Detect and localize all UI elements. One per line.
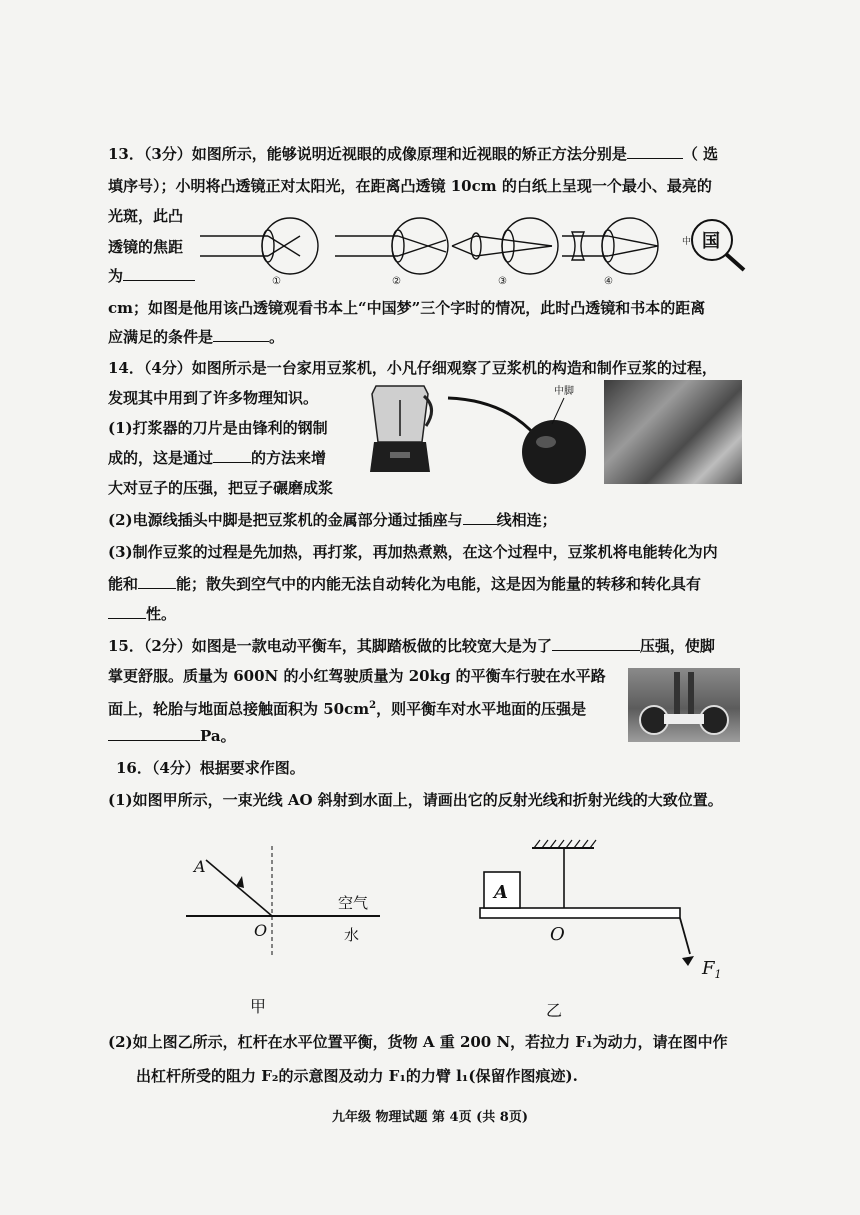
eye-4 bbox=[602, 218, 658, 274]
eye-1 bbox=[262, 218, 318, 274]
q13-line-7: 应满足的条件是 。 bbox=[108, 328, 285, 346]
answer-blank bbox=[213, 327, 269, 342]
soymilk-maker-image bbox=[362, 380, 438, 476]
water-label: 水 bbox=[344, 926, 360, 944]
cargo-label: A bbox=[494, 882, 508, 903]
q13-line-5: 为 bbox=[108, 266, 195, 286]
q14-line-4: 成的，这是通过 的方法来增 bbox=[108, 449, 327, 467]
q14-line-7: (3)制作豆浆的过程是先加热，再打浆，再加热煮熟，在这个过程中，豆浆机将电能转化为内 bbox=[108, 543, 718, 561]
q14-line-2: 发现其中用到了许多物理知识。 bbox=[108, 389, 319, 407]
q14-line-9: 性。 bbox=[108, 604, 176, 624]
answer-blank bbox=[123, 266, 195, 281]
figure-jia bbox=[180, 840, 400, 1020]
answer-blank bbox=[552, 636, 640, 651]
q13-line-2: 填序号）；小明将凸透镜正对太阳光，在距离凸透镜 10cm 的白纸上呈现一个最小、最亮的 bbox=[108, 177, 712, 195]
caption-yi: 乙 bbox=[546, 1001, 563, 1020]
caption-jia: 甲 bbox=[250, 997, 267, 1016]
q15-line-2: 掌更舒服。质量为 600N 的小红驾驶质量为 20kg 的平衡车行驶在水平路 bbox=[108, 667, 606, 685]
eye-label-4: ④ bbox=[604, 276, 613, 287]
eye-diagrams bbox=[200, 212, 760, 290]
eye-label-2: ② bbox=[392, 276, 401, 287]
q16-line-3: (2)如上图乙所示，杠杆在水平位置平衡，货物 A 重 200 N，若拉力 F₁为动力，请在图中作 bbox=[108, 1033, 728, 1051]
q15-line-1: 15．（2分）如图是一款电动平衡车，其脚踏板做的比较宽大是为了 压强，使脚 bbox=[108, 637, 715, 655]
page-footer: 九年级 物理试题 第 4页 (共 8页) bbox=[331, 1110, 529, 1125]
plug-label: 中脚 bbox=[554, 386, 574, 397]
q14-line-8: 能和 能；散失到空气中的内能无法自动转化为电能，这是因为能量的转移和转化具有 bbox=[108, 575, 702, 593]
point-A: A bbox=[194, 857, 206, 876]
q16-line-2: (1)如图甲所示，一束光线 AO 斜射到水面上，请画出它的反射光线和折射光线的大致位置。 bbox=[108, 791, 723, 809]
q14-line-5: 大对豆子的压强，把豆子碾磨成浆 bbox=[108, 479, 334, 497]
q15-line-4: Pa。 bbox=[108, 726, 236, 746]
answer-blank bbox=[213, 448, 251, 463]
eye-2 bbox=[392, 218, 448, 274]
point-O: O bbox=[254, 921, 268, 940]
figure-yi bbox=[476, 836, 736, 1022]
answer-blank bbox=[108, 604, 146, 619]
force-F1: $F_1$ bbox=[702, 958, 722, 981]
air-label: 空气 bbox=[338, 894, 369, 912]
q13-line-3: 光斑，此凸 bbox=[108, 207, 184, 225]
plug-image bbox=[444, 380, 594, 486]
q14-line-6: (2)电源线插头中脚是把豆浆机的金属部分通过插座与 线相连； bbox=[108, 511, 557, 529]
magnifier-prefix: 中 bbox=[682, 237, 692, 247]
q16-line-1: 16．（4分）根据要求作图。 bbox=[116, 759, 305, 777]
eye-label-3: ③ bbox=[498, 276, 507, 287]
magnifier-char: 国 bbox=[702, 231, 720, 252]
eye-label-1: ① bbox=[272, 276, 281, 287]
q15-line-3: 面上，轮胎与地面总接触面积为 $50cm^2$，则平衡车对水平地面的压强是 bbox=[108, 700, 587, 718]
lever-bar bbox=[480, 908, 680, 918]
q13-line-6: cm；如图是他用该凸透镜观看书本上“中国梦”三个字时的情况，此时凸透镜和书本的距离 bbox=[108, 299, 706, 317]
answer-blank bbox=[627, 144, 683, 159]
balance-car-icon bbox=[628, 668, 740, 742]
answer-blank bbox=[463, 510, 497, 525]
q14-line-1: 14．（4分）如图所示是一台家用豆浆机，小凡仔细观察了豆浆机的构造和制作豆浆的过程， bbox=[108, 359, 717, 377]
answer-blank bbox=[108, 726, 200, 741]
q16-line-4: 出杠杆所受的阻力 F₂的示意图及动力 F₁的力臂 l₁(保留作图痕迹). bbox=[136, 1067, 578, 1085]
q13-line-1: 13．（3分）如图所示，能够说明近视眼的成像原理和近视眼的矫正方法分别是 （ 选 bbox=[108, 145, 719, 163]
q14-line-3: (1)打浆器的刀片是由锋利的钢制 bbox=[108, 419, 328, 437]
answer-blank bbox=[138, 574, 176, 589]
pivot-O: O bbox=[550, 924, 565, 945]
soymilk-photo bbox=[604, 380, 742, 484]
q13-line-4: 透镜的焦距 bbox=[108, 238, 184, 256]
balance-car-photo bbox=[628, 668, 740, 742]
